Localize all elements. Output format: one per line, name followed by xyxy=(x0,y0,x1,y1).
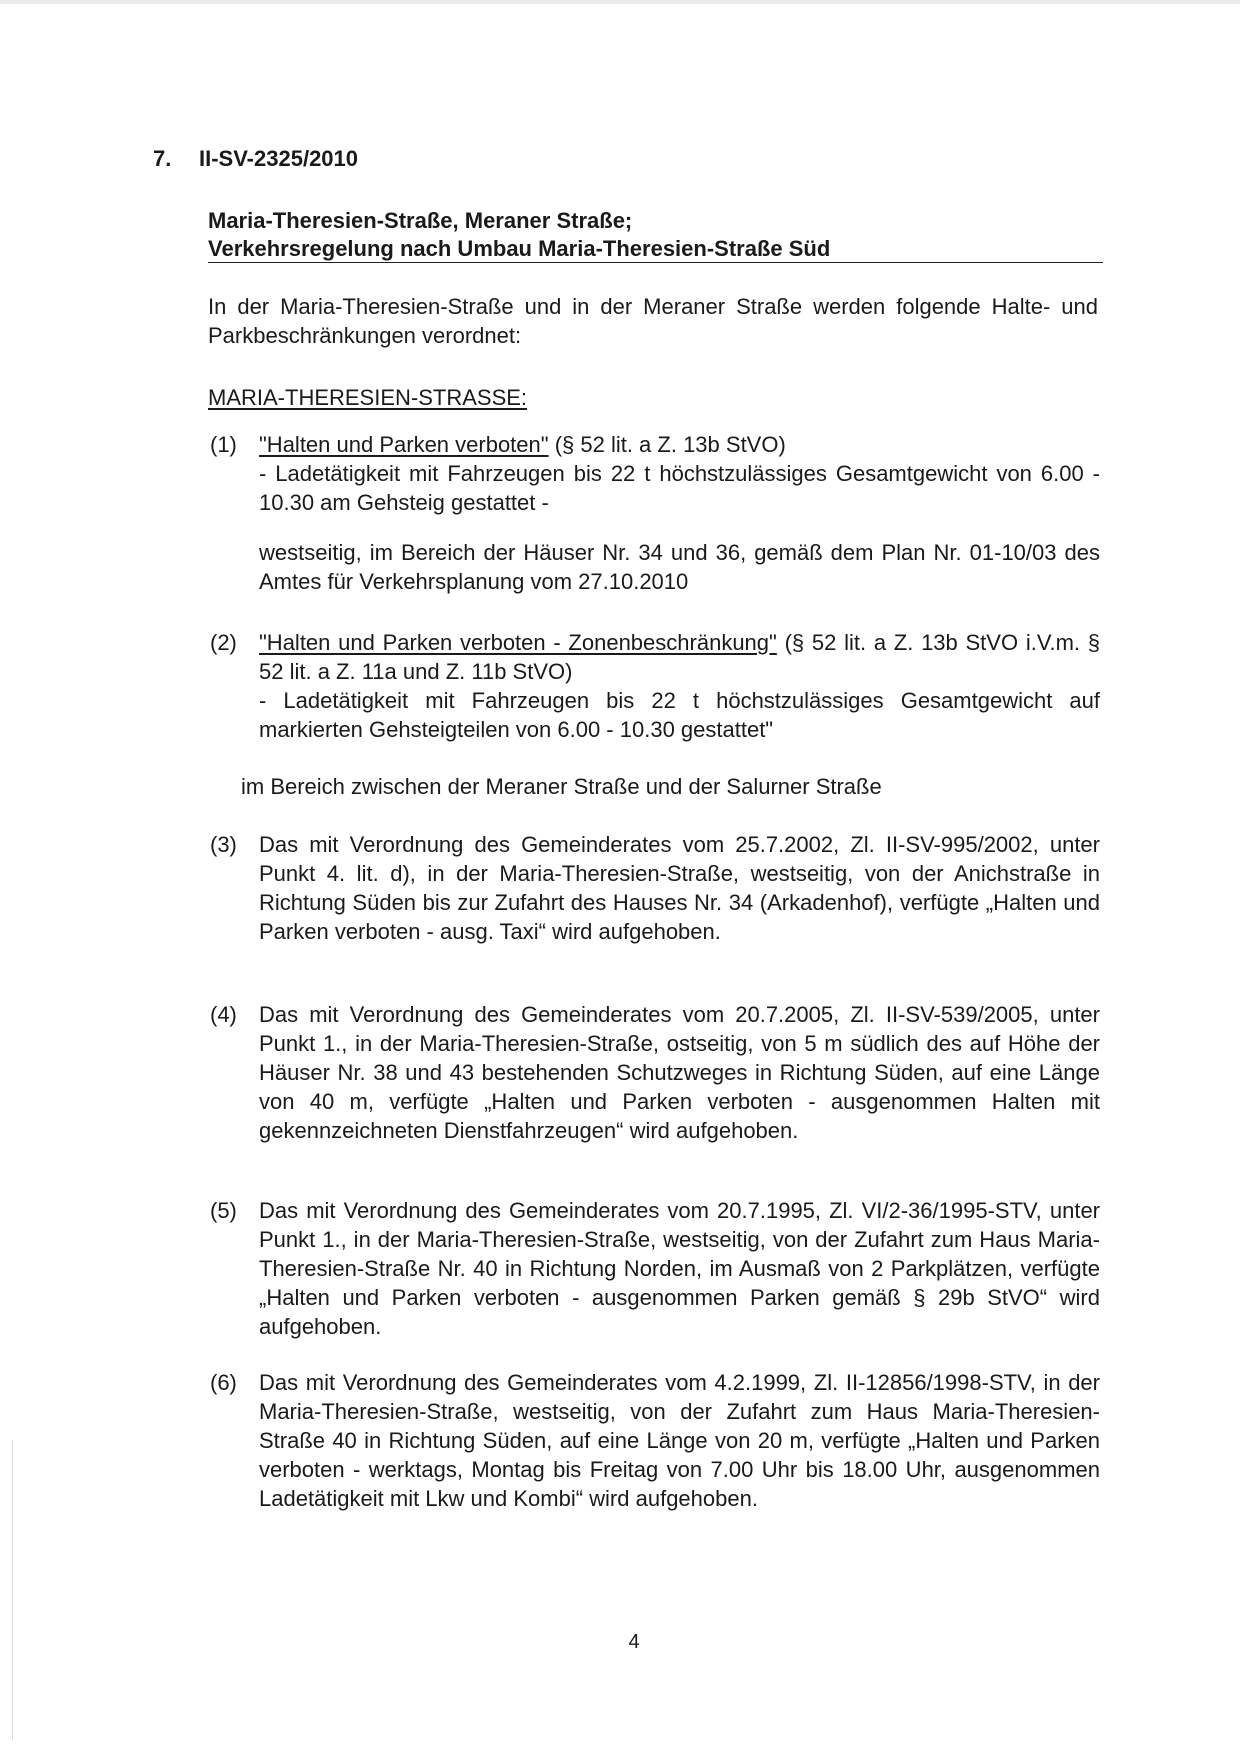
section-label: MARIA-THERESIEN-STRASSE: xyxy=(208,385,528,410)
scan-top-edge xyxy=(0,0,1240,4)
paragraph-4-number: (4) xyxy=(210,1002,237,1027)
paragraph-3-number: (3) xyxy=(210,832,237,857)
paragraph-6 xyxy=(210,1368,1100,1513)
paragraph-2-sign: "Halten und Parken verboten - Zonenbeschränkung" xyxy=(259,630,777,655)
scan-left-edge xyxy=(12,1440,13,1740)
subject-underline xyxy=(208,262,1103,263)
paragraph-5 xyxy=(210,1196,1100,1341)
paragraph-2-exception: - Ladetätigkeit mit Fahrzeugen bis 22 t höchstzulässiges Gesamtgewicht auf markierten Gehsteigteilen von 6.00 - 10.30 gestattet" xyxy=(259,688,1100,742)
page-number-value: 4 xyxy=(628,1631,640,1653)
paragraph-5-number: (5) xyxy=(210,1198,237,1223)
item-heading xyxy=(153,146,358,172)
paragraph-4 xyxy=(210,1000,1100,1145)
subject-line-1: Maria-Theresien-Straße, Meraner Straße; xyxy=(208,208,633,233)
paragraph-6-number: (6) xyxy=(210,1370,237,1395)
paragraph-1-location: westseitig, im Bereich der Häuser Nr. 34 und 36, gemäß dem Plan Nr. 01-10/03 des Amtes für Verkehrsplanung vom 27.10.2010 xyxy=(259,540,1100,594)
paragraph-2-number: (2) xyxy=(210,630,237,655)
subject-line-2: Verkehrsregelung nach Umbau Maria-Theresien-Straße Süd xyxy=(208,236,831,261)
item-number: 7. xyxy=(153,146,172,171)
paragraph-1-exception: - Ladetätigkeit mit Fahrzeugen bis 22 t höchstzulässiges Gesamtgewicht von 6.00 - 10.30 am Gehsteig gestattet - xyxy=(259,461,1100,515)
page-number xyxy=(0,1631,1240,1654)
intro-paragraph: In der Maria-Theresien-Straße und in der Meraner Straße werden folgende Halte- und Parkbeschränkungen verordnet: xyxy=(208,294,1098,348)
paragraph-2 xyxy=(210,628,1100,744)
paragraph-1 xyxy=(210,430,1100,517)
paragraph-2-reference: (§ 52 lit. a Z. 13b StVO i.V.m. § 52 lit. a Z. 11a und Z. 11b StVO) xyxy=(259,630,1100,684)
paragraph-1-sign: "Halten und Parken verboten" xyxy=(259,432,549,457)
paragraph-3 xyxy=(210,830,1100,946)
paragraph-5-text: Das mit Verordnung des Gemeinderates vom 20.7.1995, Zl. VI/2-36/1995-STV, unter Punkt 1., in der Maria-Theresien-Straße, westseitig, von der Zufahrt zum Haus Maria-Theresien-Straße Nr. 40 in Richtung Norden, im Ausmaß von 2 Parkplätzen, verfügte „Halten und Parken verboten - ausgenommen Parken gemäß § 29b StVO“ wird aufgehoben. xyxy=(259,1198,1100,1339)
paragraph-1-reference: (§ 52 lit. a Z. 13b StVO) xyxy=(548,432,786,457)
item-reference: II-SV-2325/2010 xyxy=(199,146,359,171)
paragraph-4-text: Das mit Verordnung des Gemeinderates vom 20.7.2005, Zl. II-SV-539/2005, unter Punkt 1., in der Maria-Theresien-Straße, ostseitig, von 5 m südlich des auf Höhe der Häuser Nr. 38 und 43 bestehenden Schutzweges in Richtung Süden, auf eine Länge von 40 m, verfügte „Halten und Parken verboten - ausgenommen Halten mit gekennzeichneten Dienstfahrzeugen“ wird aufgehoben. xyxy=(259,1002,1100,1143)
subject xyxy=(208,207,1103,263)
paragraph-2-location: im Bereich zwischen der Meraner Straße und der Salurner Straße xyxy=(241,774,882,799)
paragraph-6-text: Das mit Verordnung des Gemeinderates vom 4.2.1999, Zl. II-12856/1998-STV, in der Maria-Theresien-Straße, westseitig, von der Zufahrt zum Haus Maria-Theresien-Straße 40 in Richtung Süden, auf eine Länge von 20 m, verfügte „Halten und Parken verboten - werktags, Montag bis Freitag von 7.00 Uhr bis 18.00 Uhr, ausgenommen Ladetätigkeit mit Lkw und Kombi“ wird aufgehoben. xyxy=(259,1370,1100,1511)
paragraph-3-text: Das mit Verordnung des Gemeinderates vom 25.7.2002, Zl. II-SV-995/2002, unter Punkt 4. lit. d), in der Maria-Theresien-Straße, westseitig, von der Anichstraße in Richtung Süden bis zur Zufahrt des Hauses Nr. 34 (Arkadenhof), verfügte „Halten und Parken verboten - ausg. Taxi“ wird aufgehoben. xyxy=(259,832,1100,944)
paragraph-1-number: (1) xyxy=(210,432,237,457)
